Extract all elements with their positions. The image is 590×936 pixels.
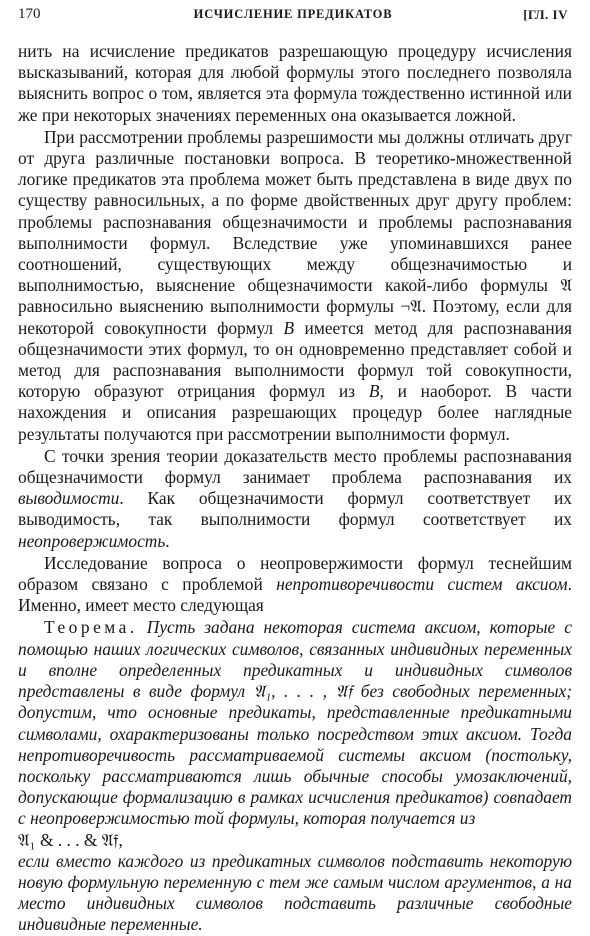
emphasis: выводимости bbox=[18, 488, 120, 509]
text-run: С точки зрения теории доказательств место проблемы распознавания общезначимости формул занимает проблема распознавания их bbox=[18, 445, 572, 488]
running-title: ИСЧИСЛЕНИЕ ПРЕДИКАТОВ bbox=[193, 7, 393, 21]
paragraph-decidability bbox=[18, 127, 572, 445]
running-header bbox=[18, 4, 568, 26]
symbol-b: B bbox=[368, 381, 380, 402]
page-body bbox=[18, 41, 572, 936]
text-run: . Как общезначимости формул соответствует их выводимость, так выполнимости формул соответствует их bbox=[18, 488, 572, 530]
paragraph-continuation: нить на исчисление предикатов разрешающую процедуру исчисления высказываний, которая для любой формулы этого последнего позволяла выяснить вопрос о том, является эта формула тождественно истинной или же при некоторых значениях переменных она оказывается ложной. bbox=[18, 41, 572, 125]
theorem-label: Теорема. bbox=[44, 617, 138, 638]
formula: 𝔄₁ & . . . & 𝔄𝔣, bbox=[18, 829, 123, 850]
paragraph-proof-theory bbox=[18, 446, 572, 552]
emphasis: неопровержимость bbox=[18, 530, 166, 551]
theorem-statement: Пусть задана некоторая система аксиом, которые с помощью наших логических символов, связанных индивидных переменных и вполне определенных предикатных и индивидных символов представлены в виде формул 𝔄₁, . . . , 𝔄𝔣 без свободных переменных; допустим, что основные предикаты, представленные предикатными символами, охарактеризованы только посредством этих аксиом. Тогда непротиворечивость рассматриваемой системы аксиом (постольку, поскольку рассматриваются лишь обычные способы умозаключений, допускающие формализацию в рамках исчисления предикатов) совпадает с неопровержимостью той формулы, которая получается из bbox=[18, 617, 572, 829]
theorem-continuation: если вместо каждого из предикатных символов подставить некоторую новую формульную переменную с тем же самым числом аргументов, а на место индивидных символов подставить различные свободные индивидные переменные. bbox=[18, 850, 572, 935]
text-run: . bbox=[165, 530, 170, 551]
paragraph-consistency bbox=[18, 553, 572, 617]
text-run: имеется метод для распознавания общезначимости этих формул, то он одновременно представляет собой и метод для распознавания выполнимости формул той совокупности, которую образуют отрицания формул из bbox=[18, 317, 572, 402]
text-run: . Именно, имеет место следующая bbox=[18, 574, 572, 616]
page-number: 170 bbox=[18, 6, 41, 22]
symbol-b: B bbox=[283, 317, 295, 338]
text-run: Исследование вопроса о неопровержимости формул теснейшим образом связано с проблемой bbox=[18, 552, 572, 595]
chapter-label: [ГЛ. IV bbox=[523, 7, 568, 22]
text-run: При рассмотрении проблемы разрешимости мы должны отличать друг от друга различные постановки вопроса. В теоретико-множественной логике предикатов эта проблема может быть представлена в виде двух по существу равносильных, а по форме двойственных друг другу проблем: проблемы распознавания общезначимости и проблемы распознавания выполнимости формул. Вследствие уже упоминавшихся ранее соотношений, существующих между общезначимостью и выполнимостью, выяснение общезначимости какой-либо формулы 𝔄 равносильно выяснению выполнимости формулы ¬𝔄. Поэтому, если для некоторой совокупности формул bbox=[18, 126, 572, 338]
emphasis: непротиворечивости систем аксиом bbox=[276, 574, 568, 595]
theorem bbox=[18, 617, 572, 829]
text-run: , и наоборот. В части нахождения и описания разрешающих процедур более наглядные результаты получаются при рассмотрении выполнимости формул. bbox=[18, 381, 572, 444]
